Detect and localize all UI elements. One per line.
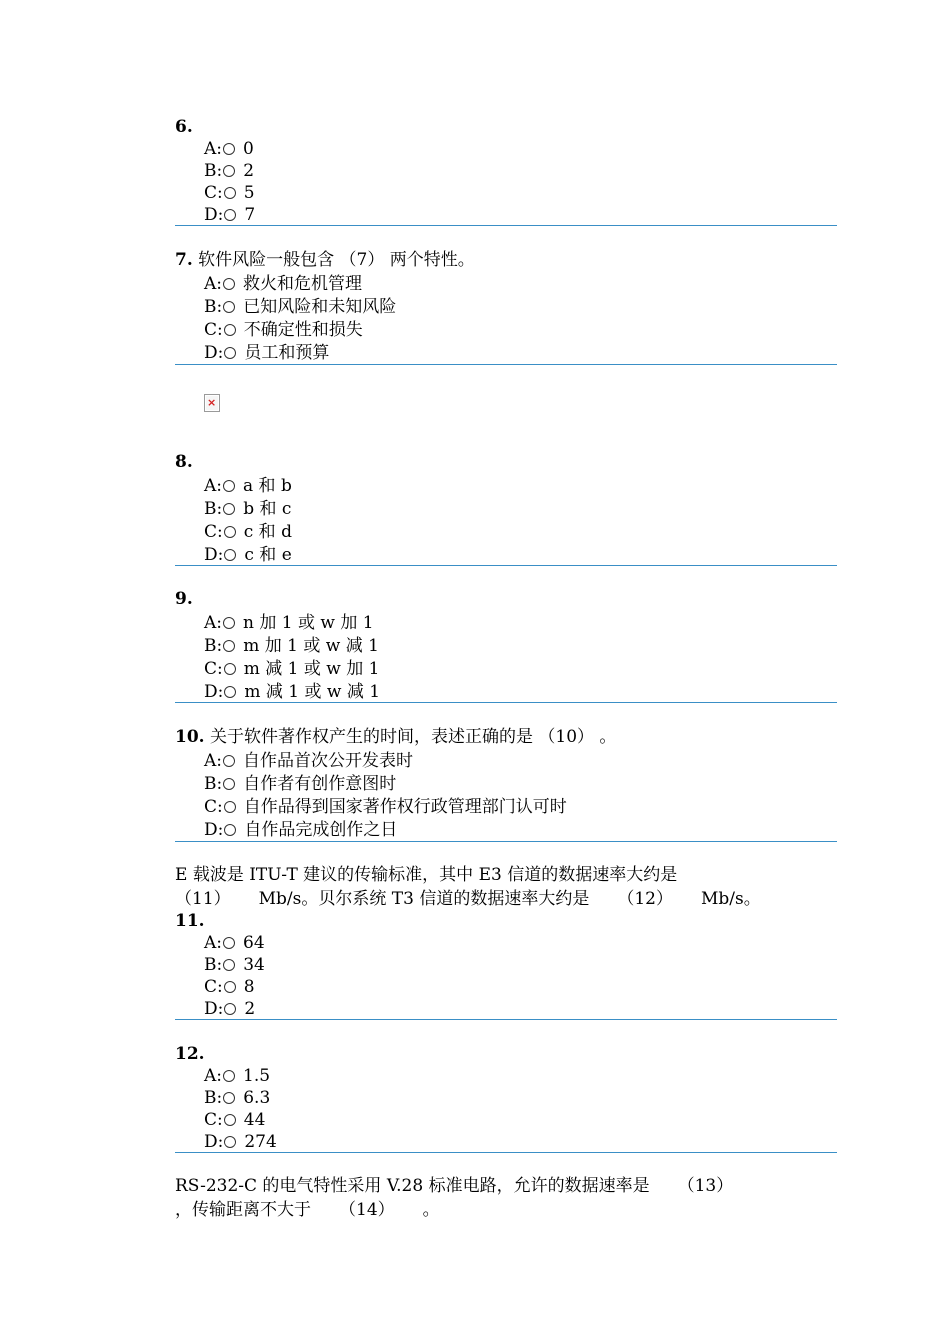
passage-line: RS-232-C 的电气特性采用 V.28 标准电路，允许的数据速率是 （13） [175,1176,734,1196]
question-stem [175,249,837,272]
passage-line: （11） Mb/s。贝尔系统 T3 信道的数据速率大约是 （12） Mb/s。 [175,889,761,909]
option-b[interactable]: B: 6.3 [204,1088,271,1108]
option-a[interactable]: A: 救火和危机管理 [204,273,363,294]
radio-button[interactable] [223,480,235,492]
option-d[interactable]: D: c 和 e [204,544,292,565]
radio-button[interactable] [223,640,235,652]
option-b[interactable]: B: 2 [204,161,255,181]
radio-button[interactable] [223,503,235,515]
question-number: 8. [175,452,193,472]
question-number: 6. [175,117,193,137]
option-b[interactable]: B: 34 [204,955,265,975]
passage-line: E 载波是 ITU-T 建议的传输标准，其中 E3 信道的数据速率大约是 [175,865,678,885]
radio-button[interactable] [224,347,236,359]
radio-button[interactable] [223,278,235,290]
question-stem [175,910,837,932]
radio-button[interactable] [223,755,235,767]
question-6 [175,116,837,226]
radio-button[interactable] [224,1114,236,1126]
option-c[interactable]: C: 不确定性和损失 [204,319,363,340]
broken-image-icon: × [204,394,220,412]
passage-line: ，传输距离不大于 （14） 。 [175,1200,440,1220]
question-stem [175,116,837,138]
option-a[interactable]: A: n 加 1 或 w 加 1 [204,612,374,633]
option-b[interactable]: B: m 加 1 或 w 减 1 [204,635,379,656]
radio-button[interactable] [224,981,236,993]
question-7 [175,249,837,364]
option-a[interactable]: A: 0 [204,139,254,159]
option-d[interactable]: D: m 减 1 或 w 减 1 [204,681,381,702]
question-11 [175,910,837,1020]
divider [175,225,837,226]
radio-button[interactable] [224,824,236,836]
question-stem [175,1043,837,1065]
radio-button[interactable] [223,143,235,155]
radio-button[interactable] [224,324,236,336]
option-d[interactable]: D: 自作品完成创作之日 [204,819,398,840]
question-9 [175,588,837,703]
radio-button[interactable] [224,686,236,698]
option-a[interactable]: A: 1.5 [204,1066,271,1086]
radio-button[interactable] [224,1136,236,1148]
question-number: 12. [175,1044,205,1064]
radio-button[interactable] [223,778,235,790]
option-c[interactable]: C: c 和 d [204,521,292,542]
question-stem [175,451,837,474]
option-d[interactable]: D: 员工和预算 [204,342,330,363]
option-c[interactable]: C: m 减 1 或 w 加 1 [204,658,380,679]
divider [175,364,837,365]
radio-button[interactable] [224,663,236,675]
question-stem [175,588,837,611]
passage-rs232 [175,1174,837,1222]
radio-button[interactable] [224,549,236,561]
question-12 [175,1043,837,1153]
option-c[interactable]: C: 8 [204,977,255,997]
radio-button[interactable] [224,187,236,199]
divider [175,1019,837,1020]
radio-button[interactable] [223,959,235,971]
option-a[interactable]: A: 自作品首次公开发表时 [204,750,414,771]
option-c[interactable]: C: 44 [204,1110,266,1130]
question-text: 关于软件著作权产生的时间，表述正确的是 （10） 。 [209,727,617,747]
option-a[interactable]: A: a 和 b [204,475,292,496]
option-b[interactable]: B: b 和 c [204,498,292,519]
radio-button[interactable] [224,209,236,221]
question-number: 11. [175,911,205,931]
option-a[interactable]: A: 64 [204,933,265,953]
radio-button[interactable] [223,1070,235,1082]
question-8 [175,451,837,566]
radio-button[interactable] [223,301,235,313]
divider [175,1152,837,1153]
option-d[interactable]: D: 7 [204,205,256,225]
radio-button[interactable] [223,937,235,949]
question-stem [175,726,837,749]
question-text: 软件风险一般包含 （7） 两个特性。 [198,250,475,270]
radio-button[interactable] [224,801,236,813]
question-number: 7. [175,250,193,270]
radio-button[interactable] [223,617,235,629]
option-c[interactable]: C: 5 [204,183,255,203]
option-b[interactable]: B: 已知风险和未知风险 [204,296,397,317]
option-d[interactable]: D: 2 [204,999,256,1019]
passage-e-carrier [175,863,837,911]
radio-button[interactable] [223,1092,235,1104]
radio-button[interactable] [224,1003,236,1015]
option-d[interactable]: D: 274 [204,1132,277,1152]
question-10 [175,726,837,841]
divider [175,565,837,566]
question-number: 10. [175,727,205,747]
question-number: 9. [175,589,193,609]
option-b[interactable]: B: 自作者有创作意图时 [204,773,397,794]
option-c[interactable]: C: 自作品得到国家著作权行政管理部门认可时 [204,796,567,817]
divider [175,841,837,842]
radio-button[interactable] [224,526,236,538]
divider [175,702,837,703]
radio-button[interactable] [223,165,235,177]
